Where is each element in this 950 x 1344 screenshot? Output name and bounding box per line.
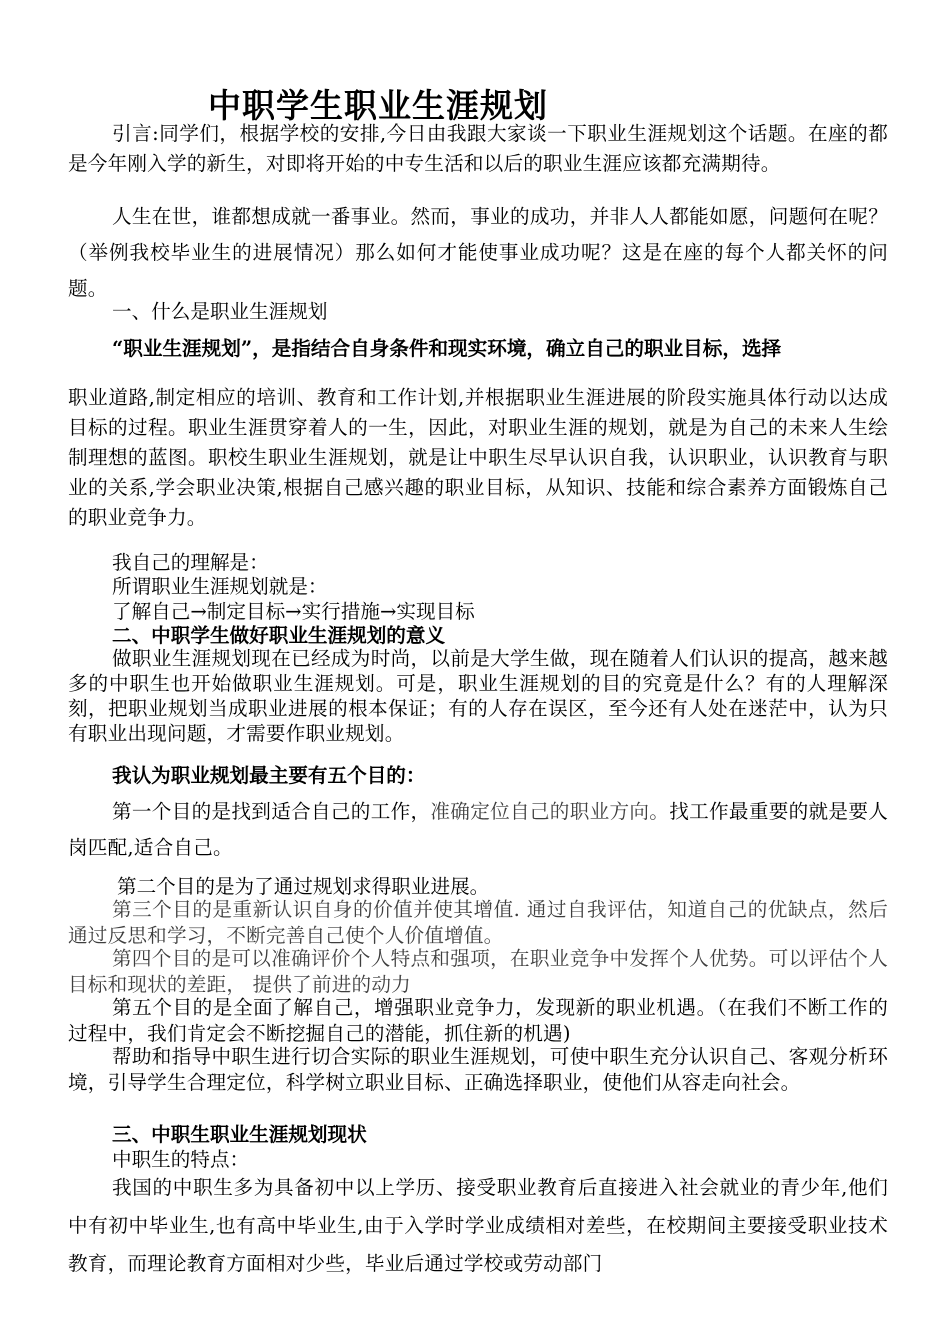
goal1-part-b: 准确定位自己的职业方向。: [430, 800, 670, 823]
help-paragraph: 帮助和指导中职生进行切合实际的职业生涯规划，可使中职生充分认识自己、客观分析环境，引导学生合理定位，科学树立职业目标、正确选择职业，使他们从容走向社会。: [68, 1045, 888, 1094]
goal1-part-a: 第一个目的是找到适合自己的工作，: [112, 800, 431, 823]
goal2-line: 第二个目的是为了通过规划求得职业进展。: [117, 875, 490, 898]
five-goals-intro: 我认为职业规划最主要有五个目的：: [112, 764, 426, 787]
meaning-paragraph: 做职业生涯规划现在已经成为时尚，以前是大学生做，现在随着人们认识的提高，越来越多的中职生也开始做职业生涯规划。可是，职业生涯规划的目的究竟是什么？有的人理解深刻，把职业规划当成职业进展的根本保证；有的人存在误区，至今还有人处在迷茫中，认为只有职业出现问题，才需要作职业规划。: [68, 647, 888, 745]
planning-flow: 了解自己→制定目标→实行措施→实现目标: [112, 600, 475, 623]
life-paragraph: 人生在世，谁都想成就一番事业。然而，事业的成功，并非人人都能如愿，问题何在呢？（举例我校毕业生的进展情况）那么如何才能使事业成功呢？这是在座的每个人都关怀的问题。: [68, 205, 888, 300]
intro-paragraph: 引言:同学们，根据学校的安排,今日由我跟大家谈一下职业生涯规划这个话题。在座的都是今年刚入学的新生，对即将开始的中专生活和以后的职业生涯应该都充满期待。: [68, 122, 888, 175]
section2-heading: 二、中职学生做好职业生涯规划的意义: [112, 624, 446, 647]
definition-first-line: “职业生涯规划”，是指结合自身条件和现实环境，确立自己的职业目标，选择: [112, 337, 782, 360]
traits-label: 中职生的特点：: [112, 1148, 250, 1171]
goal5-paragraph: 第五个目的是全面了解自己，增强职业竞争力，发现新的职业机遇。（在我们不断工作的过程中，我们肯定会不断挖掘自己的潜能，抓住新的机遇): [68, 996, 888, 1045]
section1-heading: 一、什么是职业生涯规划: [112, 300, 328, 323]
section3-heading: 三、中职生职业生涯规划现状: [112, 1123, 367, 1146]
so-called-label: 所谓职业生涯规划就是：: [112, 575, 328, 598]
goal1-part-c: 找工作最重要的就是要人岗匹配,适合自己。: [68, 800, 889, 859]
goal4-paragraph: 第四个目的是可以准确评价个人特点和强项，在职业竞争中发挥个人优势。可以评估个人目标和现状的差距， 提供了前进的动力: [68, 947, 888, 996]
understanding-label: 我自己的理解是：: [112, 551, 269, 574]
traits-paragraph: 我国的中职生多为具备初中以上学历、接受职业教育后直接进入社会就业的青少年,他们中有初中毕业生,也有高中毕业生,由于入学时学业成绩相对差些，在校期间主要接受职业技术教育，而理论教育方面相对少些，毕业后通过学校或劳动部门: [68, 1176, 888, 1275]
document-title: 中职学生职业生涯规划: [208, 86, 548, 125]
goal1-paragraph: [68, 794, 888, 866]
goal3-paragraph: 第三个目的是重新认识自身的价值并使其增值. 通过自我评估，知道自己的优缺点，然后通过反思和学习，不断完善自己使个人价值增值。: [68, 898, 888, 947]
definition-paragraph: 职业道路,制定相应的培训、教育和工作计划,并根据职业生涯进展的阶段实施具体行动以达成目标的过程。职业生涯贯穿着人的一生，因此，对职业生涯的规划，就是为自己的未来人生绘制理想的蓝图。职校生职业生涯规划，就是让中职生尽早认识自我，认识职业，认识教育与职业的关系,学会职业决策,根据自己感兴趣的职业目标，从知识、技能和综合素养方面锻炼自己的职业竞争力。: [68, 386, 888, 529]
